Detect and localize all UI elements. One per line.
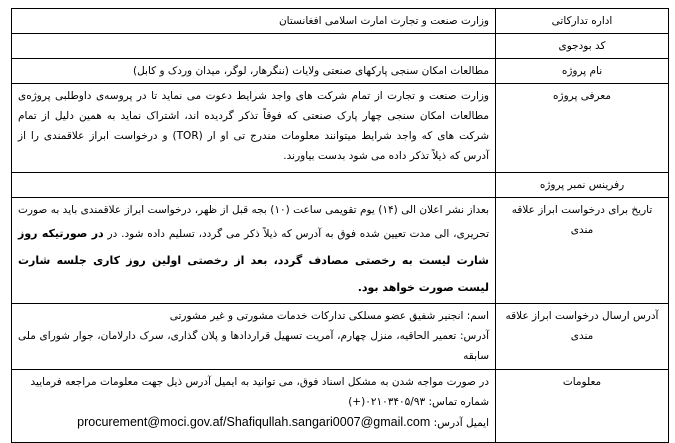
info-intro: در صورت مواجه شدن به مشکل اسناد فوق، می توانید به ایمیل آدرس ذیل جهت معلومات مراجعه فرمایید — [30, 376, 489, 388]
phone-line — [18, 392, 489, 412]
value-submission-address — [12, 304, 496, 370]
email-address[interactable]: procurement@moci.gov.af/Shafiqullah.sangari0007@gmail.com — [77, 415, 431, 429]
phone-label: شماره تماس: — [428, 396, 489, 408]
row-information — [12, 370, 669, 443]
row-submission-address — [12, 304, 669, 370]
row-budget-code — [12, 34, 669, 59]
row-eoi-date — [12, 198, 669, 304]
value-eoi-date — [12, 198, 496, 304]
label-information: معلومات — [496, 370, 669, 443]
label-submission-address: آدرس ارسال درخواست ابراز علاقه مندی — [496, 304, 669, 370]
value-project-intro: وزارت صنعت و تجارت از تمام شرکت های واجد شرایط دعوت می نماید تا در پروسه‌ی داوطلبی پروژه‌ی مطالعات امکان سنجی چهار پارک صنعتی که فوقاً تذکر گردیده اند، اشتراک نماید به همین دلیل از تمام شرکت های که واجد شرایط میتوانند معلومات مندرج تی او ار (TOR) و درخواست ابراز علاقمندی را از آدرس که ذیلاً تذکر داده می شود بدست بیاورند. — [12, 84, 496, 173]
label-procurement-office: اداره تدارکاتی — [496, 9, 669, 34]
value-reference-number — [12, 173, 496, 198]
procurement-notice-table — [11, 8, 669, 443]
row-project-intro — [12, 84, 669, 173]
row-procurement-office — [12, 9, 669, 34]
value-information — [12, 370, 496, 443]
email-line — [18, 412, 489, 433]
eoi-date-text: بعداز نشر اعلان الی (۱۴) یوم تقویمی ساعت (۱۰) بجه قبل از ظهر، درخواست ابراز علاقمندی باید به صورت تحریری، الی مدت تعیین شده فوق به آدرس که ذیلاً ذکر می گردد، تسلیم داده شود. در — [18, 204, 490, 240]
label-budget-code: کد بودجوی — [496, 34, 669, 59]
value-project-name: مطالعات امکان سنجی پارکهای صنعتی ولایات (ننگرهار، لوگر، میدان وردک و کابل) — [12, 59, 496, 84]
row-project-name — [12, 59, 669, 84]
label-project-intro: معرفی پروژه — [496, 84, 669, 173]
label-eoi-date: تاریخ برای درخواست ابراز علاقه مندی — [496, 198, 669, 304]
label-reference-number: رفرینس نمبر پروژه — [496, 173, 669, 198]
label-project-name: نام پروژه — [496, 59, 669, 84]
eoi-holiday-note: در صورتیکه روز شارت لیست به رخصتی مصادف گردد، بعد از رخصتی اولین روز کاری جلسه شارت لیست صورت خواهد بود. — [18, 227, 489, 294]
row-reference-number — [12, 173, 669, 198]
contact-name: اسم: انجنیر شفیق عضو مسلکی تدارکات خدمات مشورتی و غیر مشورتی — [169, 310, 489, 322]
value-procurement-office: وزارت صنعت و تجارت امارت اسلامی افغانستان — [12, 9, 496, 34]
email-label: ایمیل آدرس: — [433, 417, 489, 429]
phone-number: ۰۲۱۰۳۴۰۵/۹۳(+) — [348, 396, 426, 408]
value-budget-code — [12, 34, 496, 59]
contact-address: آدرس: تعمیر الحاقیه، منزل چهارم، آمریت تسهیل قراردادها و پلان گذاری، سرک دارلامان، جوار شورای ملی سابقه — [18, 330, 489, 362]
